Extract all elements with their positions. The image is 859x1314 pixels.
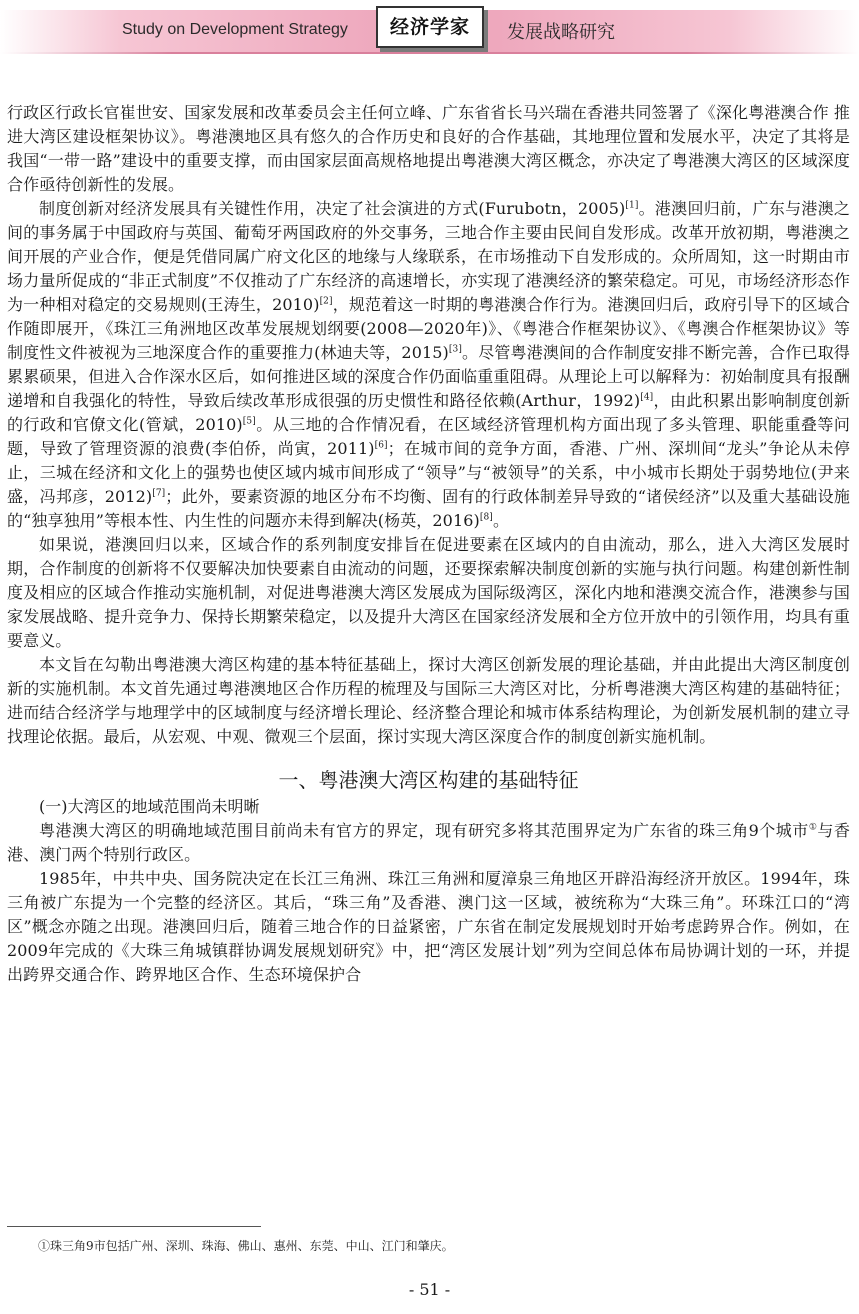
citation-marker: [3] (448, 344, 462, 355)
citation-marker: ① (808, 822, 818, 833)
paragraph-text: 1985年，中共中央、国务院决定在长江三角洲、珠江三角洲和厦漳泉三角地区开辟沿海经济开放区。1994年，珠三角被广东提为一个完整的经济区。其后，“珠三角”及香港、澳门这一区域，被统称为“大珠三角”。环珠江口的“湾区”概念亦随之出现。港澳回归后，随着三地合作的日益紧密，广东省在制定发展规划时开始考虑跨界合作。例如，在2009年完成的《大珠三角城镇群协调发展规划研究》中，把“湾区发展计划”列为空间总体布局协调计划的一环，并提出跨界交通合作、跨界地区合作、生态环境保护合 (7, 869, 850, 984)
article-body (7, 101, 850, 987)
paragraph-text: 与香港、澳门两个特别行政区。 (7, 821, 850, 864)
paragraph (7, 533, 850, 653)
paragraph-text: 。尽管粤港澳间的合作制度安排不断完善，合作已取得累累硕果，但进入合作深水区后，如何推进区域的深度合作仍面临重重阻碍。从理论上可以解释为：初始制度具有报酬递增和自我强化的特性，导致后续改革形成很强的历史惯性和路径依赖(Arthur，1992) (7, 343, 850, 410)
citation-marker: [2] (319, 296, 333, 307)
section-paragraphs (7, 819, 850, 987)
citation-marker: [5] (242, 416, 256, 427)
citation-marker: [7] (152, 488, 166, 499)
header-rule (0, 52, 859, 54)
footnote-rule (7, 1226, 261, 1227)
paragraph-text: ，由此积累出影响制度创新的行政和官僚文化(管斌，2010) (7, 391, 850, 434)
paragraph (7, 653, 850, 749)
paragraph-text: ；在城市间的竞争方面，香港、广州、深圳间“龙头”争论从未停止，三城在经济和文化上的强势也使区域内城市间形成了“领导”与“被领导”的关系，中小城市长期处于弱势地位(尹来盛，冯邦彦，2012) (7, 439, 850, 506)
paragraph (7, 819, 850, 867)
citation-marker: [4] (640, 392, 654, 403)
paragraph-text: 。 (492, 511, 510, 530)
page-number: - 51 - (408, 1280, 451, 1299)
section-title: 一、粤港澳大湾区构建的基础特征 (278, 768, 579, 792)
footnote: ①珠三角9市包括广州、深圳、珠海、佛山、惠州、东莞、中山、江门和肇庆。 (38, 1239, 454, 1253)
header-english-title: Study on Development Strategy (122, 21, 348, 38)
intro-paragraphs (7, 101, 850, 749)
paragraph (7, 867, 850, 987)
paragraph-text: 。港澳回归前，广东与港澳之间的事务属于中国政府与英国、葡萄牙两国政府的外交事务，三地合作主要由民间自发形成。改革开放初期，粤港澳之间开展的产业合作，便是凭借同属广府文化区的地缘与人缘联系，在市场推动下自发形成的。众所周知，这一时期由市场力量所促成的“非正式制度”不仅推动了广东经济的高速增长，亦实现了港澳经济的繁荣稳定。可见，市场经济形态作为一种相对稳定的交易规则(王涛生，2010) (7, 199, 850, 314)
citation-marker: [6] (374, 440, 388, 451)
paragraph (7, 197, 850, 533)
paragraph-text: 。从三地的合作情况看，在区域经济管理机构方面出现了多头管理、职能重叠等问题，导致了管理资源的浪费(李伯侨，尚寅，2011) (7, 415, 850, 458)
journal-name-box: 经济学家 (376, 6, 484, 48)
paragraph-text: ，规范着这一时期的粤港澳合作行为。港澳回归后，政府引导下的区域合作随即展开，《珠江三角洲地区改革发展规划纲要(2008—2020年)》、《粤港合作框架协议》、《粤澳合作框架协议》等制度性文件被视为三地深度合作的重要推力(林迪夫等，2015) (7, 295, 850, 362)
paragraph-text: 行政区行政长官崔世安、国家发展和改革委员会主任何立峰、广东省省长马兴瑞在香港共同签署了《深化粤港澳合作 推进大湾区建设框架协议》。粤港澳地区具有悠久的合作历史和良好的合作基础，其地理位置和发展水平，决定了其将是我国“一带一路”建设中的重要支撑，而由国家层面高规格地提出粤港澳大湾区概念，亦决定了粤港澳大湾区的区域深度合作亟待创新性的发展。 (7, 103, 850, 194)
paragraph-text: 本文旨在勾勒出粤港澳大湾区构建的基本特征基础上，探讨大湾区创新发展的理论基础，并由此提出大湾区制度创新的实施机制。本文首先通过粤港澳地区合作历程的梳理及与国际三大湾区对比，分析粤港澳大湾区构建的基础特征；进而结合经济学与地理学中的区域制度与经济增长理论、经济整合理论和城市体系结构理论，为创新发展机制的建立寻找理论依据。最后，从宏观、中观、微观三个层面，探讨实现大湾区深度合作的制度创新实施机制。 (7, 655, 850, 746)
paragraph (7, 101, 850, 197)
header-chinese-title: 发展战略研究 (507, 22, 615, 43)
subsection-title: (一)大湾区的地域范围尚未明晰 (39, 797, 260, 816)
citation-marker: [1] (625, 200, 639, 211)
paragraph-text: 制度创新对经济发展具有关键性作用，决定了社会演进的方式(Furubotn，2005) (39, 199, 626, 218)
paragraph-text: 如果说，港澳回归以来，区域合作的系列制度安排旨在促进要素在区域内的自由流动，那么，进入大湾区发展时期，合作制度的创新将不仅要解决加快要素自由流动的问题，还要探索解决制度创新的实施与执行问题。构建创新性制度及相应的区域合作推动实施机制，对促进粤港澳大湾区发展成为国际级湾区，深化内地和港澳交流合作，港澳参与国家发展战略、提升竞争力、保持长期繁荣稳定，以及提升大湾区在国家经济发展和全方位开放中的引领作用，均具有重要意义。 (7, 535, 850, 650)
citation-marker: [8] (479, 512, 493, 523)
paragraph-text: 粤港澳大湾区的明确地域范围目前尚未有官方的界定，现有研究多将其范围界定为广东省的珠三角9个城市 (39, 821, 809, 840)
paragraph-text: ；此外，要素资源的地区分布不均衡、固有的行政体制差异导致的“诸侯经济”以及重大基础设施的“独享独用”等根本性、内生性的问题亦未得到解决(杨英，2016) (7, 487, 850, 530)
running-header (0, 0, 859, 64)
